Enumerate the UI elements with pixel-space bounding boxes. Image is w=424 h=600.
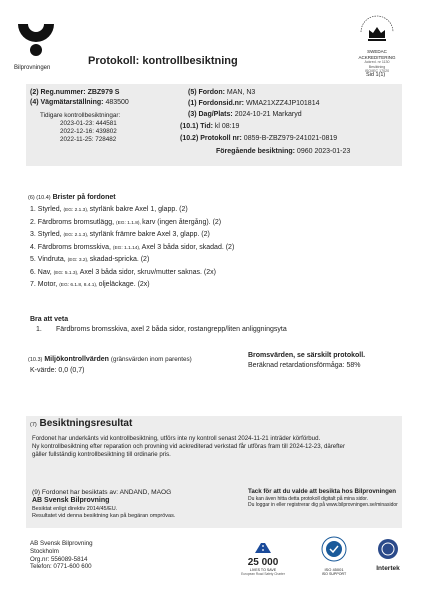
fault-number: 6. — [30, 268, 38, 276]
fault-item — [30, 269, 400, 278]
road-safety-icon — [253, 543, 273, 553]
previous-inspection: 2023-01-23: 444581 — [60, 119, 117, 127]
swedac-badge — [354, 14, 400, 78]
iso-badge — [314, 536, 354, 576]
fault-number: 7. — [30, 281, 38, 289]
watch-number: 1. — [36, 326, 42, 333]
result-heading — [30, 418, 132, 429]
env-title: Miljökontrollvärden — [44, 356, 109, 363]
fault-name: Vindruta, — [37, 256, 68, 264]
previous-inspections — [40, 112, 120, 143]
fault-number: 3. — [30, 231, 38, 239]
fid-label: (1) Fordonsid.nr: — [188, 100, 244, 107]
dag-plats — [188, 111, 302, 120]
faults-prefix: (6) (10.4) — [28, 195, 51, 201]
fault-code: (EG: 5.1.3), — [53, 270, 80, 276]
odo-label: (4) Vägmätarställning: — [30, 99, 104, 106]
web-line-2: Du loggar in eller registrerar dig på www.bilprovningen.se/minasidor — [248, 502, 398, 508]
foreg-value: 0960 2023-01-23 — [296, 148, 351, 155]
fordon-label: (5) Fordon: — [188, 89, 225, 96]
prev-label: Tidigare kontrollbesiktningar: — [40, 112, 121, 119]
result-prefix: (7) — [30, 422, 37, 428]
previous-inspection: 2022-12-16: 439802 — [60, 127, 117, 135]
faults-title: Brister på fordonet — [52, 194, 116, 201]
env-heading — [28, 356, 192, 365]
fault-item — [30, 219, 400, 228]
fault-text: Axel 3 båda sidor, skruv/mutter saknas. (2x) — [79, 268, 216, 276]
page-title: Protokoll: kontrollbesiktning — [88, 55, 238, 67]
faults-heading — [28, 194, 116, 203]
swedac-text: SWEDAC ACKREDITERING — [358, 49, 396, 60]
fault-code: (EG: 6.1.8, 8.4.1), — [59, 283, 99, 289]
watch-item — [36, 326, 396, 335]
odo-value: 483500 — [105, 99, 129, 106]
fordonsid — [188, 100, 320, 109]
swedac-crown-icon — [355, 14, 399, 44]
lives-count: 25 000 — [247, 557, 279, 568]
fault-code: (EG: 1.1.14), — [112, 245, 142, 251]
lives-badge — [228, 540, 298, 576]
page-number: Sid 1(1) — [366, 72, 386, 78]
thanks-text: Tack för att du valde att besikta hos Bilprovningen — [248, 488, 397, 495]
directive-text: Besiktat enligt direktiv 2014/45/EU. — [32, 505, 118, 512]
address-line: Telefon: 0771-600 600 — [30, 563, 92, 571]
prot-value: 0859-B-ZBZ979-241021-0819 — [243, 135, 338, 142]
lives-sub: LIVES TO SAVE — [249, 568, 277, 572]
fault-item — [30, 231, 400, 240]
previous-inspection: 2022-11-25: 728482 — [60, 135, 117, 143]
fault-text: skadad-spricka. (2) — [89, 256, 150, 264]
protokoll-nr — [180, 135, 337, 144]
fault-name: Färdbroms bromsutlägg, — [37, 218, 116, 226]
logo-text: Bilprovningen — [14, 65, 51, 71]
fault-list — [30, 206, 400, 294]
thanks-block — [248, 488, 400, 508]
fault-item — [30, 206, 400, 215]
reg-number — [30, 89, 119, 98]
reg-label: (2) Reg.nummer: — [30, 89, 86, 96]
reg-value: ZBZ979 S — [87, 89, 120, 96]
tid-value: kl 08:19 — [214, 123, 240, 130]
fault-item — [30, 256, 400, 265]
tid-label: (10.1) Tid: — [180, 123, 213, 130]
fault-number: 2. — [30, 218, 38, 226]
fault-item — [30, 244, 400, 253]
brake-value: Beräknad retardationsförmåga: 58% — [248, 362, 361, 369]
watch-list — [36, 326, 396, 335]
fault-text: karv (ingen återgång). (2) — [142, 218, 222, 226]
brake-heading: Bromsvärden, se särskilt protokoll. — [248, 352, 366, 359]
iso-sub: ISO SUPPORT — [321, 572, 347, 576]
foregaende — [216, 148, 350, 157]
fault-code: (EG: 3.2), — [67, 258, 90, 264]
address-line: AB Svensk Bilprovning — [30, 540, 93, 547]
company-name: AB Svensk Bilprovning — [32, 497, 110, 505]
prot-label: (10.2) Protokoll nr: — [180, 135, 242, 142]
fault-code: (EG: 2.1.3), — [63, 233, 90, 239]
iso-seal-icon — [321, 536, 347, 562]
company-address — [30, 540, 93, 571]
result-title: Besiktningsresultat — [39, 418, 133, 429]
fault-name: Färdbroms bromsskiva, — [37, 243, 113, 251]
foreg-label: Föregående besiktning: — [216, 148, 295, 155]
dag-label: (3) Dag/Plats: — [188, 111, 233, 118]
swedac-small: Ackred. nr 1130 Besiktning ISO/IEC 17020 — [364, 60, 390, 74]
performed-text: (9) Fordonet har besiktats av: ANDAND, MAOG — [32, 489, 172, 496]
fault-text: oljeläckage. (2x) — [98, 281, 150, 289]
intertek-badge — [368, 538, 408, 572]
fault-text: styrlänk bakre Axel 1, glapp. (2) — [89, 206, 188, 213]
fault-name: Nav, — [37, 268, 54, 276]
address-line: Org.nr: 556089-5814 — [30, 555, 88, 563]
fault-name: Styrled, — [37, 206, 64, 213]
env-prefix: (10.3) — [28, 357, 43, 363]
bilprovningen-logo — [16, 20, 56, 72]
fault-number: 5. — [30, 256, 38, 264]
env-note: (gränsvärden inom parentes) — [110, 356, 192, 363]
watch-heading: Bra att veta — [30, 316, 69, 323]
fault-name: Styrled, — [37, 231, 64, 239]
intertek-seal-icon — [377, 538, 399, 560]
result-text — [32, 435, 398, 459]
fault-text: styrlänk främre bakre Axel 3, glapp. (2) — [89, 231, 210, 239]
iso-text: ISO 45001 — [324, 567, 344, 572]
fault-number: 1. — [30, 206, 38, 213]
web-line-1: Du kan även hitta detta protokoll digitalt på mina sidor. — [248, 495, 369, 502]
fid-value: WMA21XZZ4JP101814 — [245, 100, 320, 107]
result-line: gäller fullständig kontrollbesiktning till ordinarie pris. — [32, 450, 171, 458]
watch-text: Färdbroms bromsskiva, axel 2 båda sidor, rostangrepp/liten anliggningsyta — [56, 326, 287, 333]
odometer — [30, 99, 129, 108]
fault-code: (EG: 1.1.8), — [116, 220, 143, 226]
performed-by — [32, 489, 175, 520]
fordon-value: MAN, N3 — [226, 89, 256, 96]
intertek-text: Intertek — [376, 565, 400, 572]
fault-number: 4. — [30, 243, 38, 251]
info-text: Resultatet vid denna besiktning kan på begäran omprövas. — [32, 512, 176, 519]
dag-value: 2024-10-21 Markaryd — [234, 111, 302, 118]
fordon — [188, 89, 255, 98]
fault-text: Axel 3 båda sidor, skadad. (2) — [141, 243, 235, 251]
fault-code: (EG: 2.1.3), — [63, 208, 90, 213]
result-line: Ny kontrollbesiktning efter reparation och provning vid ackrediterad verkstad får utföras fram till 2024-12-23, därefter — [32, 442, 345, 450]
tid — [180, 123, 239, 132]
fault-name: Motor, — [37, 281, 60, 289]
address-line: Stockholm — [30, 547, 59, 555]
logo-icon — [16, 20, 56, 60]
k-value: K-värde: 0,0 (0,7) — [30, 367, 85, 374]
result-line: Fordonet har underkänts vid kontrollbesiktning, utförs inte ny kontroll senast 2024-11-21 inträder körförbud. — [32, 435, 321, 442]
fault-item — [30, 281, 400, 290]
lives-small: European Road Safety Charter — [241, 572, 285, 576]
